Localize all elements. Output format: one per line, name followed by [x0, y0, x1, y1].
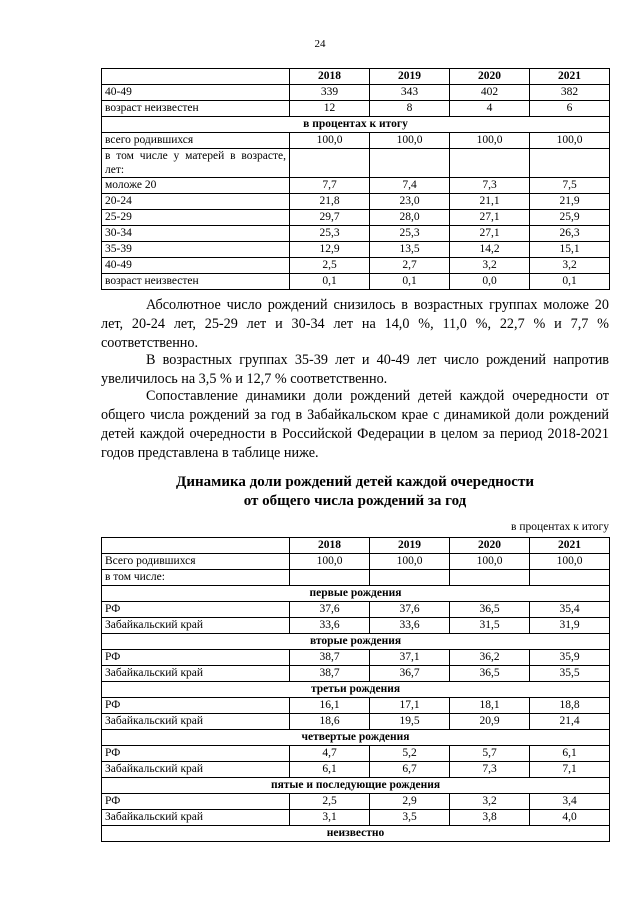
row-label: Забайкальский край: [102, 666, 290, 682]
table-row: [102, 570, 610, 586]
cell-value: 3,4: [530, 794, 610, 810]
cell-value: 27,1: [450, 226, 530, 242]
table-row: [102, 794, 610, 810]
year-header: 2021: [530, 538, 610, 554]
cell-value: 6: [530, 101, 610, 117]
cell-value: 3,5: [370, 810, 450, 826]
section-title: пятые и последующие рождения: [102, 778, 610, 794]
year-header: 2020: [450, 538, 530, 554]
cell-value: 16,1: [290, 698, 370, 714]
cell-value: 20,9: [450, 714, 530, 730]
row-label: 35-39: [102, 242, 290, 258]
section-title: неизвестно: [102, 826, 610, 842]
cell-value: 3,2: [530, 258, 610, 274]
cell-value: 4,0: [530, 810, 610, 826]
table-row: [102, 258, 610, 274]
year-header: 2020: [450, 69, 530, 85]
row-label: 25-29: [102, 210, 290, 226]
row-label: всего родившихся: [102, 133, 290, 149]
row-label: Всего родившихся: [102, 554, 290, 570]
cell-value: 36,5: [450, 602, 530, 618]
row-label: Забайкальский край: [102, 714, 290, 730]
section-row: [102, 586, 610, 602]
cell-value: 7,7: [290, 178, 370, 194]
row-label: РФ: [102, 602, 290, 618]
year-header: 2018: [290, 538, 370, 554]
cell-value: 8: [370, 101, 450, 117]
row-label: Забайкальский край: [102, 810, 290, 826]
cell-value: 28,0: [370, 210, 450, 226]
cell-value: 7,1: [530, 762, 610, 778]
cell-value: 18,8: [530, 698, 610, 714]
section-title: четвертые рождения: [102, 730, 610, 746]
cell-value: 21,8: [290, 194, 370, 210]
row-label: 20-24: [102, 194, 290, 210]
cell-value: 12,9: [290, 242, 370, 258]
cell-value: 13,5: [370, 242, 450, 258]
section-row: [102, 117, 610, 133]
table-row: [102, 698, 610, 714]
paragraph: В возрастных группах 35-39 лет и 40-49 лет число рождений напротив увеличилось на 3,5 % и 12,7 % соответственно.: [101, 352, 609, 387]
table-row: [102, 666, 610, 682]
cell-value: 5,2: [370, 746, 450, 762]
empty-cell: [290, 570, 370, 586]
cell-value: 14,2: [450, 242, 530, 258]
section-title: первые рождения: [102, 586, 610, 602]
table-row: [102, 101, 610, 117]
cell-value: 3,1: [290, 810, 370, 826]
year-header: 2018: [290, 69, 370, 85]
cell-value: 36,5: [450, 666, 530, 682]
empty-cell: [530, 149, 610, 178]
cell-value: 15,1: [530, 242, 610, 258]
section-row: [102, 826, 610, 842]
cell-value: 38,7: [290, 650, 370, 666]
section-row: [102, 778, 610, 794]
cell-value: 31,9: [530, 618, 610, 634]
cell-value: 21,4: [530, 714, 610, 730]
cell-value: 29,7: [290, 210, 370, 226]
cell-value: 33,6: [370, 618, 450, 634]
cell-value: 18,1: [450, 698, 530, 714]
cell-value: 17,1: [370, 698, 450, 714]
cell-value: 18,6: [290, 714, 370, 730]
row-label: 40-49: [102, 258, 290, 274]
empty-cell: [370, 570, 450, 586]
cell-value: 4: [450, 101, 530, 117]
table-heading: [101, 473, 609, 511]
row-label: РФ: [102, 746, 290, 762]
section-row: [102, 634, 610, 650]
row-label: 40-49: [102, 85, 290, 101]
cell-value: 37,1: [370, 650, 450, 666]
table-row: [102, 85, 610, 101]
cell-value: 100,0: [530, 133, 610, 149]
cell-value: 6,1: [290, 762, 370, 778]
year-header: 2019: [370, 69, 450, 85]
cell-value: 2,7: [370, 258, 450, 274]
table-row: [102, 242, 610, 258]
table-row: [102, 650, 610, 666]
table-row: [102, 194, 610, 210]
cell-value: 2,5: [290, 258, 370, 274]
cell-value: 402: [450, 85, 530, 101]
section-title: в процентах к итогу: [102, 117, 610, 133]
cell-value: 12: [290, 101, 370, 117]
cell-value: 0,0: [450, 274, 530, 290]
cell-value: 6,1: [530, 746, 610, 762]
row-label: возраст неизвестен: [102, 274, 290, 290]
table-row: [102, 149, 610, 178]
table-row: [102, 762, 610, 778]
cell-value: 38,7: [290, 666, 370, 682]
section-title: третьи рождения: [102, 682, 610, 698]
table-header-row: [102, 538, 610, 554]
empty-cell: [530, 570, 610, 586]
table-row: [102, 133, 610, 149]
cell-value: 7,5: [530, 178, 610, 194]
paragraph: Абсолютное число рождений снизилось в возрастных группах моложе 20 лет, 20-24 лет, 25-29 лет и 30-34 лет на 14,0 %, 11,0 %, 22,7 % и 7,7 % соответственно.: [101, 297, 609, 351]
birth-order-share-table: [101, 537, 610, 842]
section-row: [102, 682, 610, 698]
cell-value: 35,9: [530, 650, 610, 666]
cell-value: 23,0: [370, 194, 450, 210]
paragraph: Сопоставление динамики доли рождений детей каждой очередности от общего числа рождений за год в Забайкальском крае с динамикой доли рождений детей каждой очередности в Российской Федерации в целом за период 2018-2021 годов представлена в таблице ниже.: [101, 388, 609, 461]
row-label: РФ: [102, 794, 290, 810]
row-label: РФ: [102, 698, 290, 714]
cell-value: 3,8: [450, 810, 530, 826]
cell-value: 25,3: [370, 226, 450, 242]
cell-value: 100,0: [370, 133, 450, 149]
births-by-mother-age-table: [101, 68, 610, 290]
cell-value: 2,5: [290, 794, 370, 810]
cell-value: 35,4: [530, 602, 610, 618]
cell-value: 100,0: [450, 133, 530, 149]
table-row: [102, 178, 610, 194]
row-label: Забайкальский край: [102, 762, 290, 778]
table-row: [102, 226, 610, 242]
cell-value: 25,3: [290, 226, 370, 242]
cell-value: 100,0: [290, 133, 370, 149]
cell-value: 0,1: [290, 274, 370, 290]
cell-value: 26,3: [530, 226, 610, 242]
cell-value: 382: [530, 85, 610, 101]
row-label: Забайкальский край: [102, 618, 290, 634]
table-row: [102, 602, 610, 618]
cell-value: 343: [370, 85, 450, 101]
cell-value: 33,6: [290, 618, 370, 634]
cell-value: 3,2: [450, 258, 530, 274]
section-title: вторые рождения: [102, 634, 610, 650]
cell-value: 0,1: [370, 274, 450, 290]
table-row: [102, 810, 610, 826]
table-row: [102, 714, 610, 730]
cell-value: 339: [290, 85, 370, 101]
cell-value: 25,9: [530, 210, 610, 226]
row-label: в том числе у матерей в возрасте, лет:: [102, 149, 290, 178]
row-label: 30-34: [102, 226, 290, 242]
cell-value: 0,1: [530, 274, 610, 290]
table-row: [102, 746, 610, 762]
empty-cell: [450, 149, 530, 178]
empty-cell: [370, 149, 450, 178]
cell-value: 7,3: [450, 762, 530, 778]
row-label: в том числе:: [102, 570, 290, 586]
cell-value: 21,9: [530, 194, 610, 210]
table-row: [102, 618, 610, 634]
section-row: [102, 730, 610, 746]
cell-value: 100,0: [290, 554, 370, 570]
cell-value: 31,5: [450, 618, 530, 634]
cell-value: 21,1: [450, 194, 530, 210]
cell-value: 37,6: [290, 602, 370, 618]
cell-value: 2,9: [370, 794, 450, 810]
cell-value: 36,7: [370, 666, 450, 682]
empty-cell: [290, 149, 370, 178]
heading-line: Динамика доли рождений детей каждой очередности: [176, 474, 534, 490]
header-empty-cell: [102, 538, 290, 554]
page-number: 24: [314, 38, 326, 50]
heading-line: от общего числа рождений за год: [243, 493, 467, 509]
cell-value: 4,7: [290, 746, 370, 762]
year-header: 2021: [530, 69, 610, 85]
cell-value: 3,2: [450, 794, 530, 810]
cell-value: 7,4: [370, 178, 450, 194]
year-header: 2019: [370, 538, 450, 554]
row-label: возраст неизвестен: [102, 101, 290, 117]
table-header-row: [102, 69, 610, 85]
cell-value: 27,1: [450, 210, 530, 226]
table-row: [102, 210, 610, 226]
row-label: моложе 20: [102, 178, 290, 194]
cell-value: 5,7: [450, 746, 530, 762]
cell-value: 19,5: [370, 714, 450, 730]
cell-value: 100,0: [370, 554, 450, 570]
cell-value: 37,6: [370, 602, 450, 618]
cell-value: 6,7: [370, 762, 450, 778]
cell-value: 100,0: [530, 554, 610, 570]
table-row: [102, 554, 610, 570]
row-label: РФ: [102, 650, 290, 666]
cell-value: 35,5: [530, 666, 610, 682]
table-row: [102, 274, 610, 290]
empty-cell: [450, 570, 530, 586]
cell-value: 100,0: [450, 554, 530, 570]
header-empty-cell: [102, 69, 290, 85]
cell-value: 36,2: [450, 650, 530, 666]
cell-value: 7,3: [450, 178, 530, 194]
unit-note: в процентах к итогу: [511, 521, 609, 533]
